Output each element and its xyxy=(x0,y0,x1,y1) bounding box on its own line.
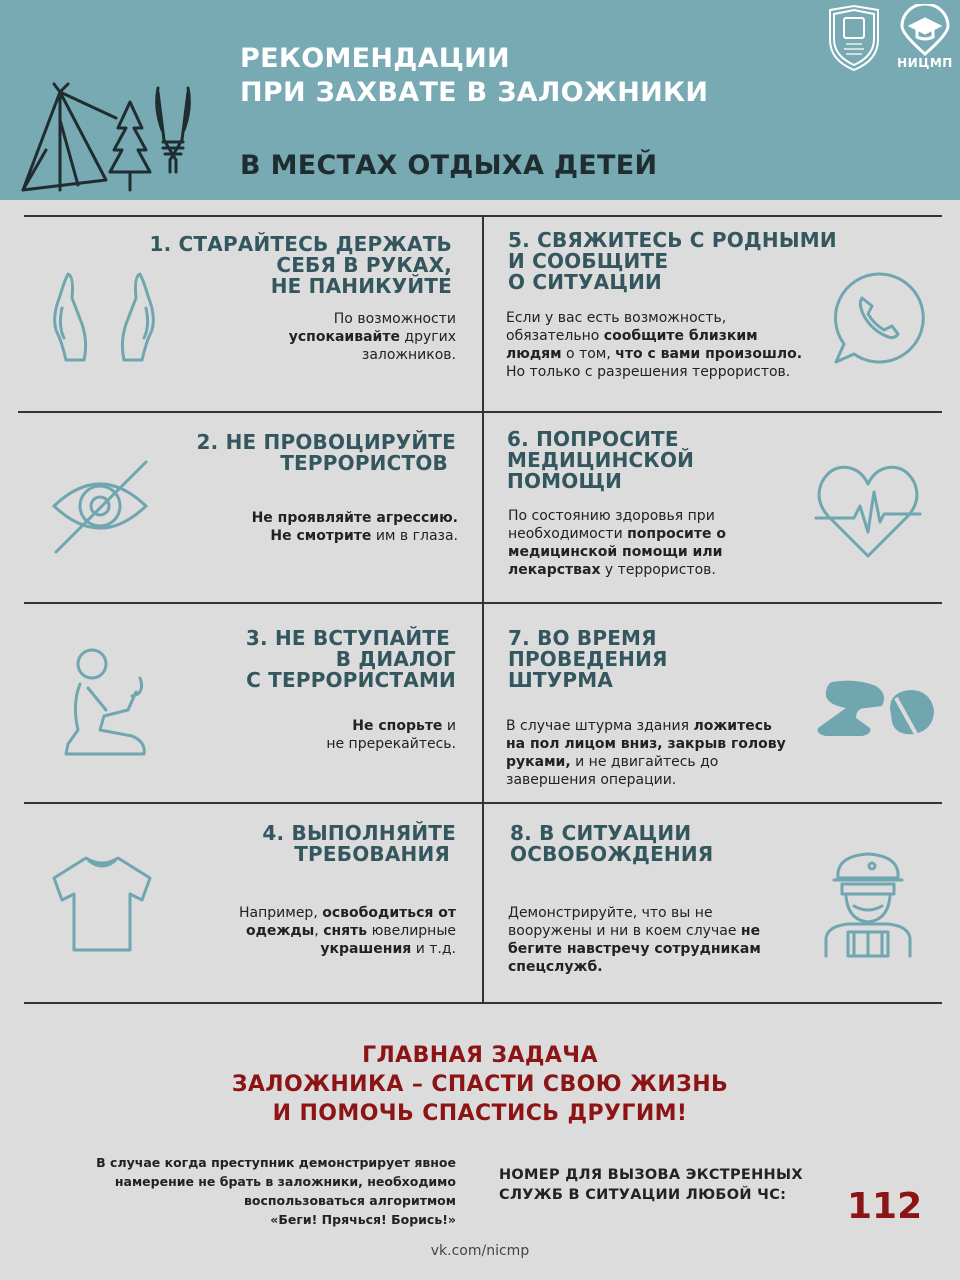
text-span: , xyxy=(314,923,324,939)
text-bold: Не смотрите xyxy=(270,528,372,544)
title-line: ОСВОБОЖДЕНИЯ xyxy=(510,842,714,866)
title-line: ПОМОЩИ xyxy=(507,469,623,493)
label-line: НОМЕР ДЛЯ ВЫЗОВА ЭКСТРЕННЫХ xyxy=(499,1167,803,1183)
t-shirt-icon xyxy=(50,854,154,954)
text-bold: медицинской помощи или xyxy=(508,544,723,560)
title-line: МЕДИЦИНСКОЙ xyxy=(507,448,695,472)
text-bold: украшения xyxy=(320,941,412,957)
title-line: В ДИАЛОГ xyxy=(335,647,456,671)
text-bold: бегите навстречу сотрудникам xyxy=(508,941,761,957)
algorithm-note xyxy=(40,1153,456,1229)
text-line xyxy=(160,940,456,958)
tip-5-title xyxy=(508,230,868,293)
text-bold: руками, xyxy=(506,754,571,770)
title-line: 5. СВЯЖИТЕСЬ С РОДНЫМИ xyxy=(508,228,837,252)
tip-3-text xyxy=(200,717,456,753)
main-task-line: ЗАЛОЖНИКА – СПАСТИ СВОЮ ЖИЗНЬ xyxy=(231,1072,729,1097)
title-line: 8. В СИТУАЦИИ xyxy=(510,821,692,845)
title-line: ШТУРМА xyxy=(508,668,614,692)
text-line xyxy=(160,922,456,940)
text-span: и xyxy=(442,718,456,734)
text-bold: успокаивайте xyxy=(288,329,400,345)
title-line: ПРОВЕДЕНИЯ xyxy=(508,647,668,671)
text-line xyxy=(200,717,456,735)
tip-8-text xyxy=(508,904,808,976)
text-line xyxy=(508,561,808,579)
header-title-line1: РЕКОМЕНДАЦИИ xyxy=(240,43,510,74)
text-span: о том, xyxy=(561,346,616,362)
title-line: 1. СТАРАЙТЕСЬ ДЕРЖАТЬ xyxy=(149,232,452,256)
tip-5-text xyxy=(506,309,816,381)
text-span: ювелирные xyxy=(367,923,456,939)
tent-trees-tied-hands-icon xyxy=(18,80,218,195)
text-span: Например, xyxy=(239,905,323,921)
text-line: Демонстрируйте, что вы не xyxy=(508,905,713,921)
title-line: НЕ ПАНИКУЙТЕ xyxy=(270,274,452,298)
text-line xyxy=(508,958,808,976)
title-line: О СИТУАЦИИ xyxy=(508,270,662,294)
grid-vertical-divider xyxy=(482,216,484,1003)
text-line xyxy=(506,753,816,771)
text-span: В случае штурма здания xyxy=(506,718,694,734)
text-line xyxy=(506,345,816,363)
title-line: ТРЕБОВАНИЯ xyxy=(294,842,450,866)
text-line xyxy=(508,922,808,940)
text-line: Если у вас есть возможность, xyxy=(506,310,727,326)
tip-7-text xyxy=(506,717,816,789)
tip-8-title xyxy=(510,823,810,865)
note-line: «Беги! Прячься! Борись!» xyxy=(270,1212,456,1227)
text-span: вооружены и ни в коем случае xyxy=(508,923,741,939)
tip-3-title xyxy=(100,628,456,691)
main-task-line: ГЛАВНАЯ ЗАДАЧА xyxy=(362,1043,598,1068)
text-line xyxy=(508,543,808,561)
text-line xyxy=(200,527,458,545)
tip-1-title xyxy=(100,234,452,297)
text-line: заложников. xyxy=(361,347,456,363)
text-span: и не двигайтесь до xyxy=(570,754,719,770)
text-line: Но только с разрешения террористов. xyxy=(506,364,791,380)
tip-2-text xyxy=(200,509,458,545)
text-bold: снять xyxy=(323,923,368,939)
soldier-icon xyxy=(818,850,918,960)
tip-4-title xyxy=(100,823,456,865)
label-line: СЛУЖБ В СИТУАЦИИ ЛЮБОЙ ЧС: xyxy=(499,1187,787,1203)
shield-emblem-icon xyxy=(826,4,882,72)
text-bold: попросите о xyxy=(627,526,726,542)
lying-person-icon xyxy=(816,678,936,738)
title-line: 6. ПОПРОСИТЕ xyxy=(507,427,679,451)
note-line: намерение не брать в заложники, необходимо xyxy=(114,1174,456,1189)
title-line: 7. ВО ВРЕМЯ xyxy=(508,626,657,650)
note-line: В случае когда преступник демонстрирует явное xyxy=(96,1155,456,1170)
text-bold: освободиться от xyxy=(322,905,456,921)
text-line: не пререкайтесь. xyxy=(326,736,456,752)
text-bold: ложитесь xyxy=(693,718,772,734)
title-line: ТЕРРОРИСТОВ xyxy=(280,451,448,475)
text-bold: сообщите близким xyxy=(603,328,758,344)
text-line xyxy=(506,735,816,753)
text-bold: спецслужб. xyxy=(508,959,603,975)
title-line: С ТЕРРОРИСТАМИ xyxy=(246,668,456,692)
text-line xyxy=(508,525,808,543)
text-bold: что с вами произошло. xyxy=(615,346,803,362)
text-line: завершения операции. xyxy=(506,772,677,788)
title-line: 4. ВЫПОЛНЯЙТЕ xyxy=(262,821,456,845)
emergency-number: 112 xyxy=(847,1186,923,1227)
title-line: СЕБЯ В РУКАХ, xyxy=(276,253,452,277)
text-span: обязательно xyxy=(506,328,604,344)
text-bold: людям xyxy=(506,346,562,362)
text-line: По возможности xyxy=(333,311,456,327)
text-bold: на пол лицом вниз, закрыв голову xyxy=(506,736,786,752)
text-span: у террористов. xyxy=(600,562,716,578)
tip-2-title xyxy=(100,432,456,474)
text-line xyxy=(200,328,456,346)
header-subtitle: В МЕСТАХ ОТДЫХА ДЕТЕЙ xyxy=(240,150,658,181)
main-task-line: И ПОМОЧЬ СПАСТИСЬ ДРУГИМ! xyxy=(272,1101,688,1126)
text-span: и т.д. xyxy=(411,941,456,957)
header-title-line2: ПРИ ЗАХВАТЕ В ЗАЛОЖНИКИ xyxy=(240,77,709,108)
note-line: воспользоваться алгоритмом xyxy=(243,1193,456,1208)
tip-4-text xyxy=(160,904,456,958)
text-line: По состоянию здоровья при xyxy=(508,508,715,524)
header-banner xyxy=(0,0,960,200)
emergency-label xyxy=(499,1165,839,1205)
grid-divider xyxy=(18,411,942,413)
text-span: других xyxy=(399,329,456,345)
tip-6-text xyxy=(508,507,808,579)
main-task-heading xyxy=(0,1041,960,1128)
text-bold: не xyxy=(740,923,761,939)
tip-6-title xyxy=(507,429,827,492)
text-line xyxy=(200,509,458,527)
tip-1-text xyxy=(200,310,456,364)
text-bold: Не проявляйте агрессию. xyxy=(251,510,458,526)
text-bold: одежды xyxy=(245,923,315,939)
site-link[interactable]: vk.com/nicmp xyxy=(430,1243,530,1259)
logo-text: НИЦМП xyxy=(897,56,953,70)
text-line xyxy=(506,717,816,735)
text-line xyxy=(160,904,456,922)
title-line: 2. НЕ ПРОВОЦИРУЙТЕ xyxy=(196,430,456,454)
text-span: им в глаза. xyxy=(371,528,458,544)
text-line xyxy=(506,327,816,345)
heartbeat-icon xyxy=(814,462,922,560)
title-line: И СООБЩИТЕ xyxy=(508,249,669,273)
text-span: необходимости xyxy=(508,526,628,542)
text-bold: лекарствах xyxy=(508,562,601,578)
text-bold: Не спорьте xyxy=(352,718,443,734)
title-line: 3. НЕ ВСТУПАЙТЕ xyxy=(245,626,450,650)
text-line xyxy=(508,940,808,958)
tip-7-title xyxy=(508,628,808,691)
